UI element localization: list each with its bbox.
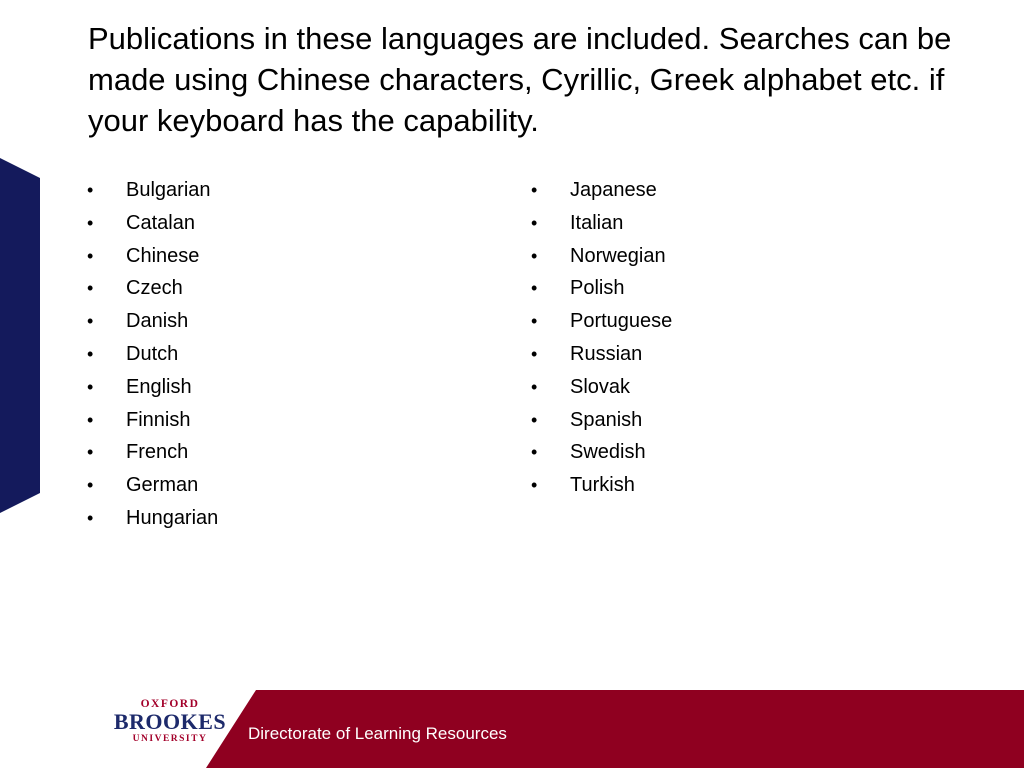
bullet-glyph: • [87, 212, 94, 233]
language-item [87, 502, 467, 535]
side-accent-band [0, 158, 40, 513]
language-name: German [126, 474, 199, 497]
language-name: English [126, 375, 192, 398]
language-name: Danish [126, 310, 189, 333]
language-name: Czech [126, 277, 183, 300]
oxford-brookes-logo [112, 698, 228, 745]
bullet-glyph: • [531, 245, 538, 266]
language-name: Catalan [126, 211, 195, 234]
language-name: Bulgarian [126, 179, 211, 201]
language-name: Russian [570, 342, 643, 365]
logo-line-oxford: OXFORD [140, 698, 200, 710]
language-name: Swedish [570, 441, 646, 464]
bullet-glyph: • [87, 311, 94, 332]
language-item [87, 469, 467, 502]
logo-line-brookes: BROOKES [113, 709, 227, 734]
language-item [531, 469, 911, 502]
bullet-glyph: • [531, 409, 538, 430]
language-name: Norwegian [570, 244, 666, 267]
bullet-glyph: • [87, 245, 94, 266]
language-name: Slovak [570, 375, 631, 398]
bullet-glyph: • [531, 180, 538, 200]
bullet-glyph: • [87, 442, 94, 463]
bullet-glyph: • [531, 442, 538, 463]
language-name: Portuguese [570, 310, 673, 333]
language-name: Chinese [126, 244, 200, 267]
language-name: Turkish [570, 474, 635, 497]
bullet-glyph: • [531, 343, 538, 364]
language-list-left [87, 174, 467, 535]
language-item [531, 436, 911, 469]
language-item [87, 305, 467, 338]
language-item [531, 404, 911, 437]
language-item [87, 436, 467, 469]
bullet-glyph: • [87, 180, 94, 200]
language-item [531, 174, 911, 207]
language-name: Dutch [126, 342, 179, 365]
language-name: Spanish [570, 408, 643, 431]
language-item [531, 207, 911, 240]
language-item [531, 272, 911, 305]
language-item [531, 305, 911, 338]
language-name: Japanese [570, 179, 657, 201]
slide-title: Publications in these languages are included. Searches can be made using Chinese characters, Cyrillic, Greek alphabet etc. if your keyboard has the capability. [88, 21, 952, 138]
bullet-glyph: • [87, 475, 94, 496]
bullet-glyph: • [87, 507, 94, 528]
language-item [87, 272, 467, 305]
language-name: Hungarian [126, 506, 219, 529]
language-item [531, 338, 911, 371]
language-item [87, 207, 467, 240]
language-item [87, 338, 467, 371]
language-name: Italian [570, 211, 624, 234]
language-item [531, 371, 911, 404]
footer-department-name: Directorate of Learning Resources [248, 724, 507, 743]
language-name: Finnish [126, 408, 191, 431]
bullet-glyph: • [87, 409, 94, 430]
language-item [87, 371, 467, 404]
language-list-right [531, 174, 911, 502]
bullet-glyph: • [531, 376, 538, 397]
bullet-glyph: • [531, 212, 538, 233]
logo-line-university: UNIVERSITY [132, 734, 208, 744]
language-name: Polish [570, 277, 625, 300]
bullet-glyph: • [87, 278, 94, 299]
language-name: French [126, 441, 189, 464]
bullet-glyph: • [87, 376, 94, 397]
language-item [87, 240, 467, 273]
language-item [531, 240, 911, 273]
bullet-glyph: • [531, 278, 538, 299]
footer-bar [0, 690, 1024, 768]
bullet-glyph: • [87, 343, 94, 364]
bullet-glyph: • [531, 311, 538, 332]
language-item [87, 174, 467, 207]
bullet-glyph: • [531, 475, 538, 496]
language-item [87, 404, 467, 437]
